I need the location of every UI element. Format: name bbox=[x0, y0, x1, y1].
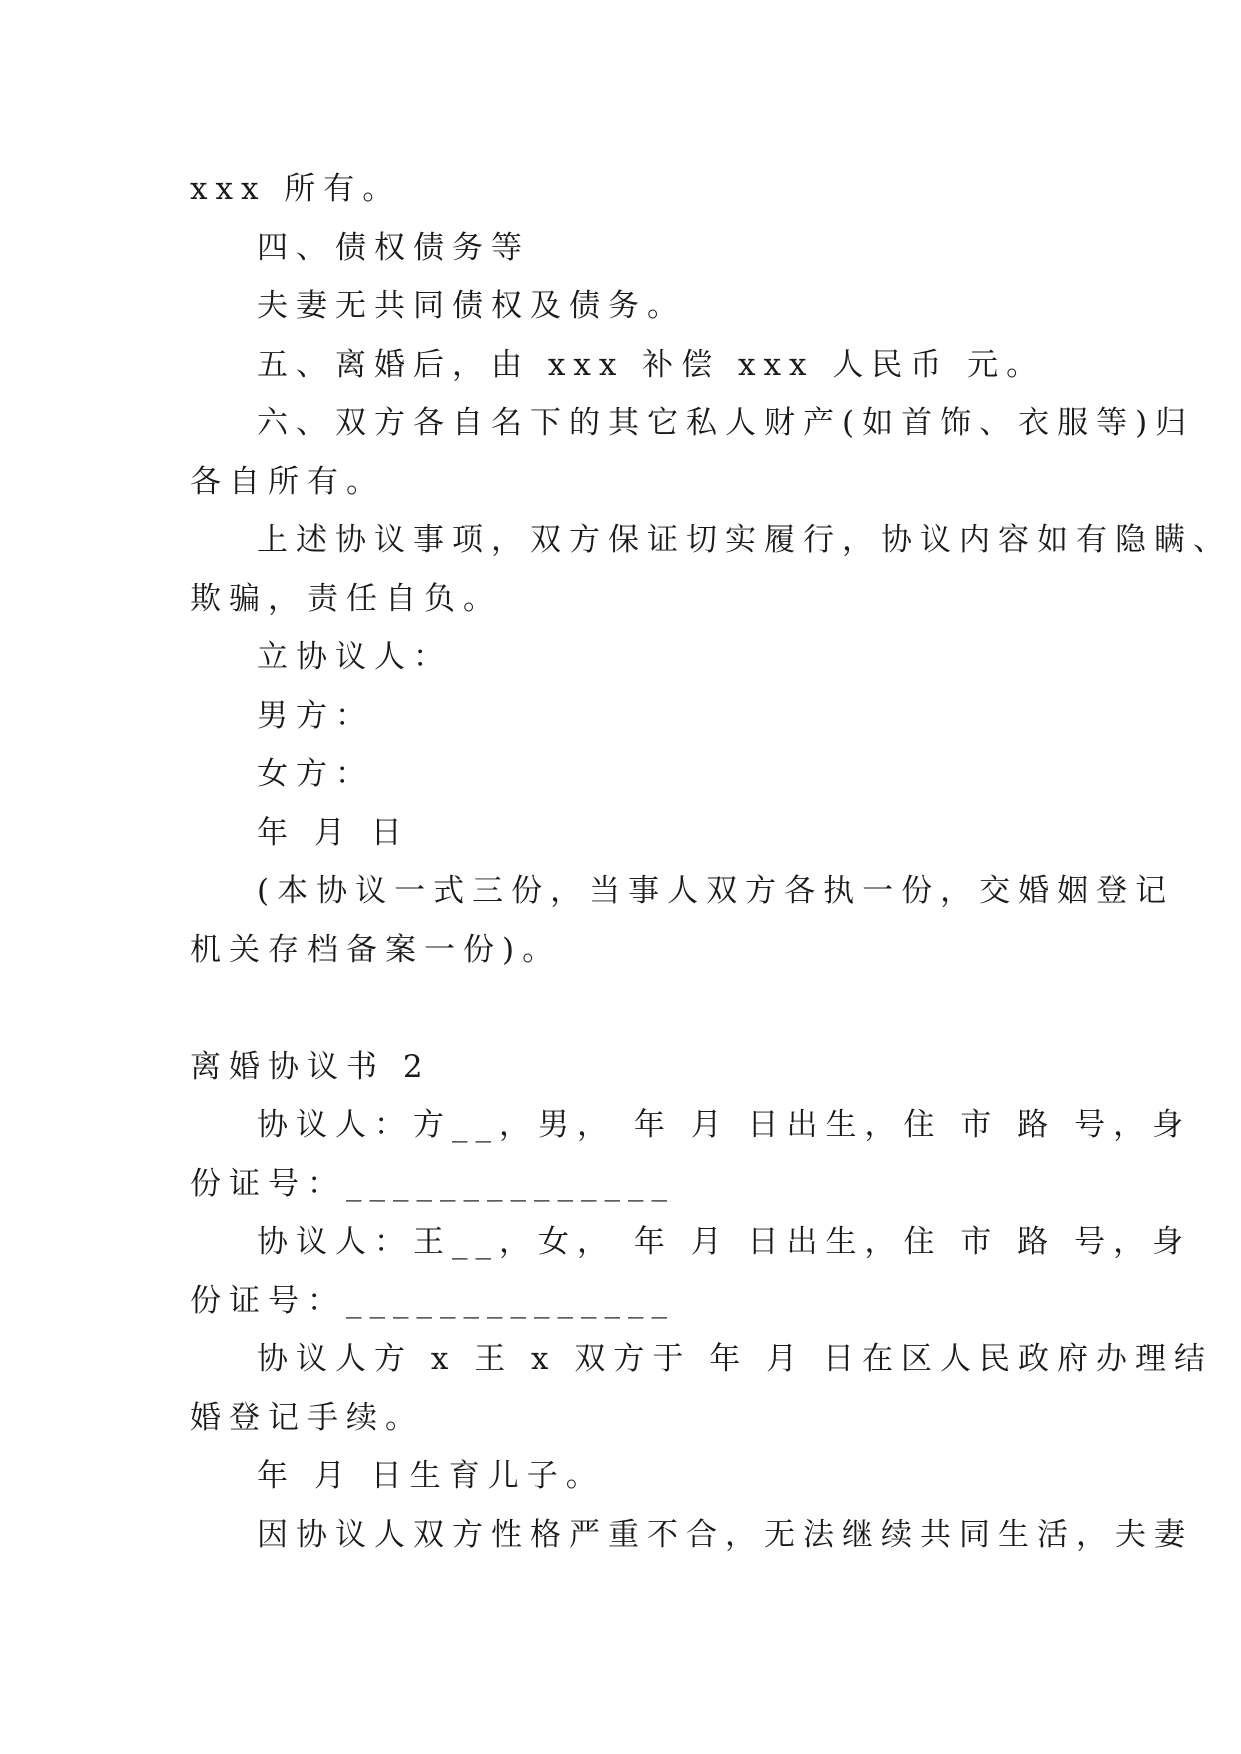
document-body bbox=[190, 160, 1232, 1564]
text-line: 婚登记手续。 bbox=[190, 1399, 424, 1436]
party-info-line: 协议人：王__，女， 年 月 日出生，住 市 路 号，身 bbox=[257, 1224, 1192, 1260]
text-line: 欺骗，责任自负。 bbox=[190, 580, 502, 617]
document-title: 离婚协议书 2 bbox=[190, 1048, 431, 1085]
text-line: 年 月 日生育儿子。 bbox=[257, 1458, 605, 1494]
section-spacer bbox=[190, 979, 1060, 1038]
text-line: 夫妻无共同债权及债务。 bbox=[257, 288, 686, 324]
id-number-line: 份证号：______________ bbox=[190, 1165, 675, 1202]
signatory-label: 立协议人： bbox=[257, 639, 452, 675]
text-line: (本协议一式三份，当事人双方各执一份，交婚姻登记 bbox=[257, 873, 1175, 909]
text-line: 六、双方各自名下的其它私人财产(如首饰、衣服等)归 bbox=[257, 405, 1195, 441]
section-heading: 四、债权债务等 bbox=[257, 229, 530, 266]
text-line: 机关存档备案一份)。 bbox=[190, 931, 562, 968]
id-number-line: 份证号：______________ bbox=[190, 1282, 675, 1319]
text-line: 五、离婚后，由 xxx 补偿 xxx 人民币 元。 bbox=[257, 346, 1046, 383]
text-line: 因协议人双方性格严重不合，无法继续共同生活，夫妻 bbox=[257, 1516, 1193, 1553]
female-party-label: 女方： bbox=[257, 756, 374, 792]
date-line: 年 月 日 bbox=[257, 814, 410, 851]
party-info-line: 协议人：方__，男， 年 月 日出生，住 市 路 号，身 bbox=[257, 1107, 1192, 1143]
text-line: xxx 所有。 bbox=[190, 171, 402, 207]
text-line: 协议人方 x 王 x 双方于 年 月 日在区人民政府办理结 bbox=[257, 1341, 1213, 1377]
text-line: 各自所有。 bbox=[190, 463, 385, 500]
text-line: 上述协议事项，双方保证切实履行，协议内容如有隐瞒、 bbox=[257, 522, 1232, 558]
male-party-label: 男方： bbox=[257, 697, 374, 734]
